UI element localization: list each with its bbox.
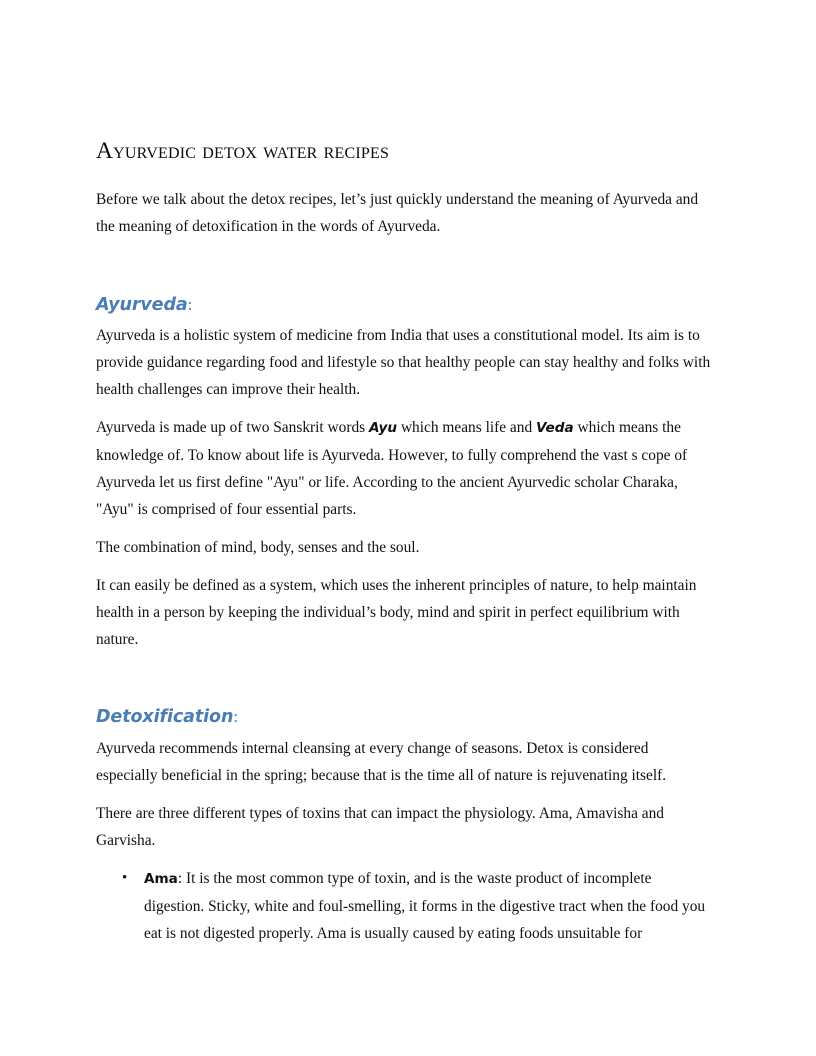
section-heading-ayurveda-label: Ayurveda — [96, 294, 188, 315]
toxin-term-ama: Ama — [144, 871, 178, 888]
sanskrit-term-ayu: Ayu — [369, 420, 398, 437]
detoxification-paragraph-1: Ayurveda recommends internal cleansing at every change of seasons. Detox is considered especially beneficial in the spring; because that is the time all of nature is rejuvenating itself. — [96, 740, 667, 785]
section-heading-detoxification — [96, 706, 713, 729]
section-heading-ayurveda — [96, 294, 713, 317]
ayurveda-paragraph-4: It can easily be defined as a system, which uses the inherent principles of nature, to help maintain health in a person by keeping the individual’s body, mind and spirit in perfect equilibrium with nature. — [96, 577, 697, 649]
list-item — [96, 865, 713, 947]
ayurveda-p2-segment-1: Ayurveda is made up of two Sanskrit words — [96, 419, 370, 437]
ayurveda-p2-segment-2: which means life and — [397, 419, 536, 437]
toxin-types-list — [96, 865, 713, 947]
intro-paragraph: Before we talk about the detox recipes, let’s just quickly understand the meaning of Ayurveda and the meaning of detoxification in the words of Ayurveda. — [96, 190, 699, 235]
section-heading-detoxification-colon: : — [233, 707, 238, 727]
section-heading-detoxification-label: Detoxification — [96, 707, 234, 728]
sanskrit-term-veda: Veda — [536, 420, 574, 437]
ayurveda-paragraph-1: Ayurveda is a holistic system of medicine from India that uses a constitutional model. Its aim is to provide guidance regarding food and lifestyle so that healthy people can stay healthy and folks with health challenges can improve their health. — [96, 327, 711, 399]
page-title: Ayurvedic detox water recipes — [96, 138, 390, 164]
ayurveda-paragraph-3: The combination of mind, body, senses and the soul. — [96, 539, 420, 557]
ayurveda-paragraph-2 — [96, 414, 713, 523]
section-heading-ayurveda-colon: : — [187, 294, 193, 314]
bullet-point-icon: • — [122, 870, 128, 887]
ayurveda-p2-segment-3: which means the knowledge of. To know about life is Ayurveda. However, to fully comprehend the vast s cope of Ayurveda let us first define "Ayu" or life. According to the ancient Ayurvedic scholar Charaka, "Ayu" is comprised of four essential parts. — [96, 419, 688, 519]
toxin-description-ama: : It is the most common type of toxin, and is the waste product of incomplete digestion. Sticky, white and foul-smelling, it forms in the digestive tract when the food you eat is not digested properly. Ama is usually caused by eating foods unsuitable for — [144, 870, 706, 943]
spacer-before-detoxification-heading — [96, 664, 713, 706]
document-content — [96, 138, 713, 947]
spacer-before-ayurveda-heading — [96, 253, 713, 294]
detoxification-paragraph-2: There are three different types of toxins that can impact the physiology. Ama, Amavisha and Garvisha. — [96, 805, 665, 850]
